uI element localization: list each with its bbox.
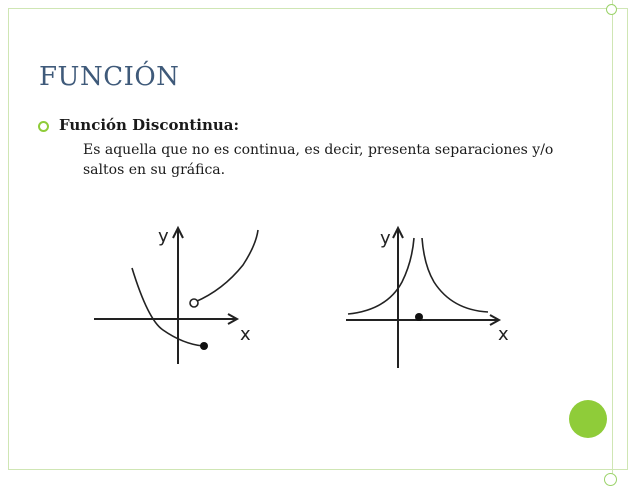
left-closed-point xyxy=(200,342,208,350)
right-closed-point xyxy=(415,313,423,321)
description-text: Es aquella que no es continua, es decir, presenta separaciones y/o saltos en su gráfica. xyxy=(83,142,554,178)
decorative-bottom-dot xyxy=(604,473,617,486)
left-open-point xyxy=(190,299,198,307)
decorative-green-circle xyxy=(569,400,607,438)
left-y-label: y xyxy=(158,226,169,247)
left-x-label: x xyxy=(240,324,251,345)
bullet-icon xyxy=(38,121,49,132)
left-curve-upper xyxy=(195,230,258,302)
right-x-label: x xyxy=(498,324,509,345)
decorative-vertical-line xyxy=(612,0,613,479)
right-graph xyxy=(342,220,532,370)
left-graph xyxy=(88,220,268,370)
right-curve-right xyxy=(422,238,488,312)
bullet-title: Función Discontinua: xyxy=(59,116,240,134)
right-curve-left xyxy=(348,238,414,314)
slide-title: FUNCIÓN xyxy=(39,62,180,92)
right-y-label: y xyxy=(380,228,391,249)
decorative-top-dot xyxy=(606,4,617,15)
